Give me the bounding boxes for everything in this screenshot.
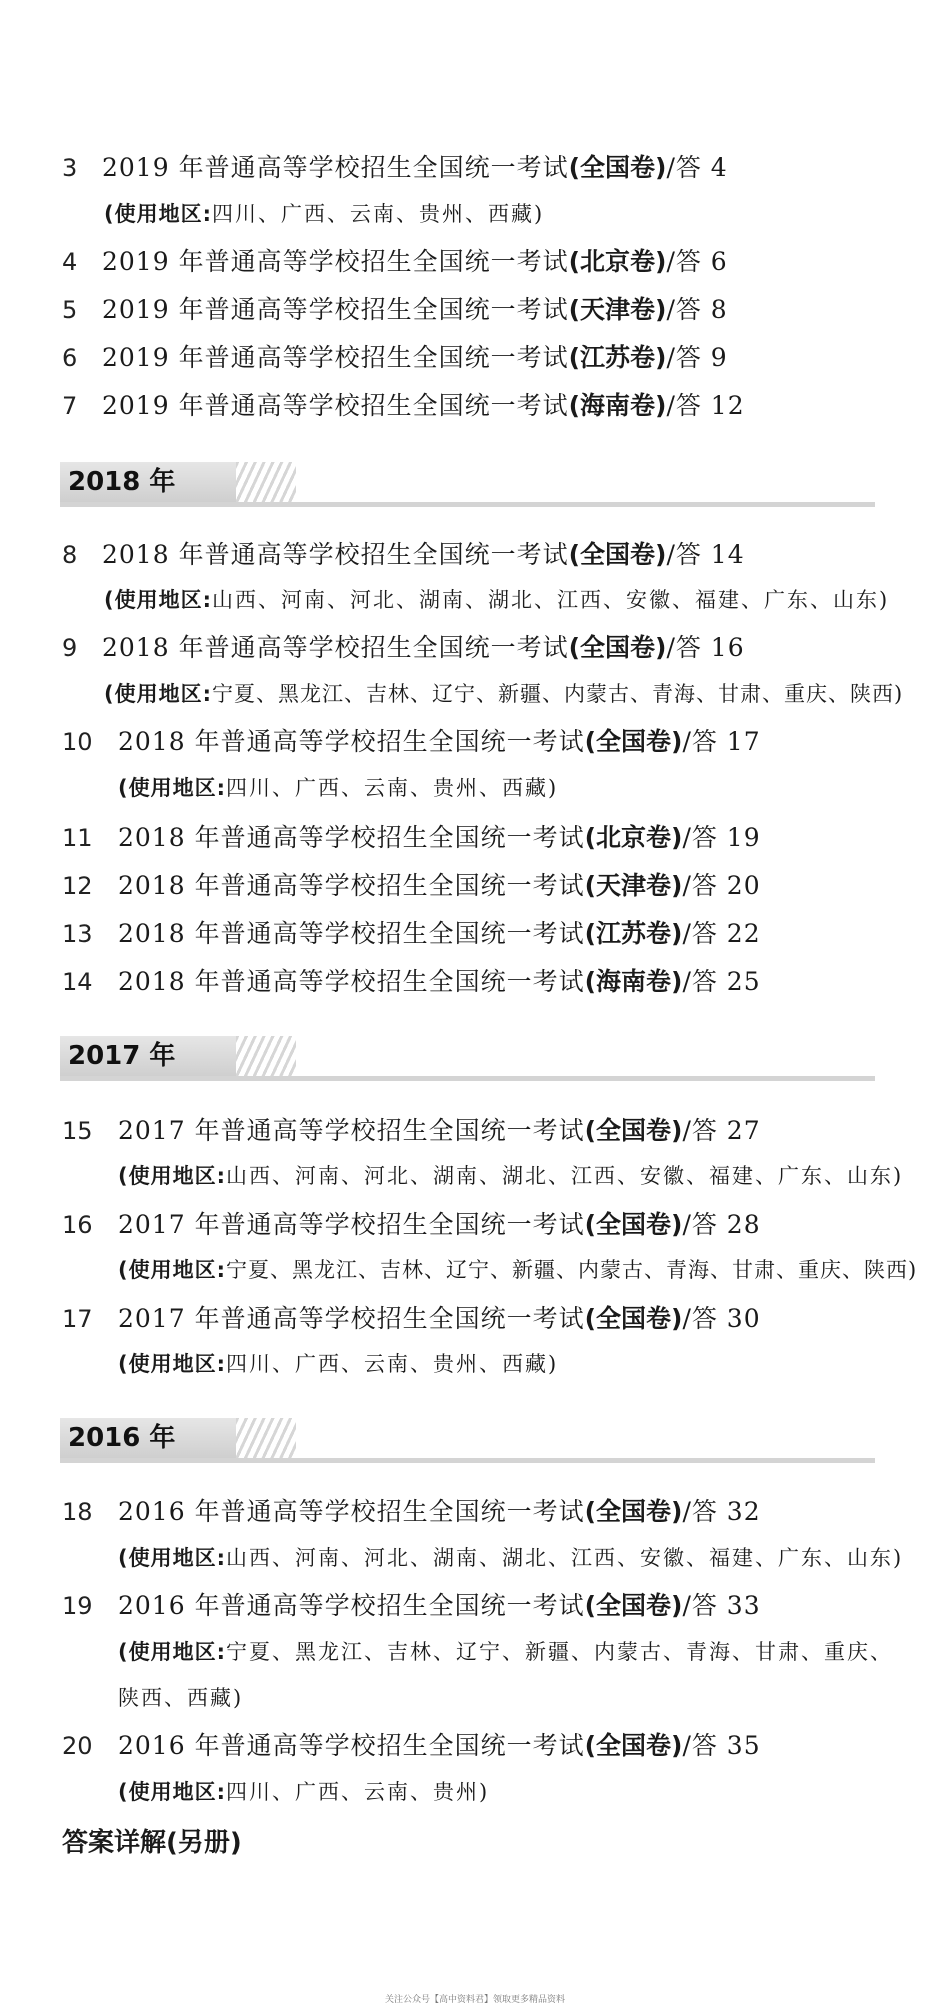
entry-number: 9 (62, 634, 78, 662)
entry-number: 13 (62, 920, 93, 948)
entry-14[interactable] (62, 962, 761, 1002)
region-label: (使用地区: (104, 682, 212, 706)
entry-volume: (北京卷) (584, 823, 683, 852)
entry-volume: (全国卷) (584, 1591, 683, 1620)
entry-12[interactable] (62, 866, 761, 906)
section-2018-header (60, 462, 875, 506)
entry-volume: (天津卷) (568, 295, 667, 324)
region-list: 四川、广西、云南、贵州) (226, 1780, 490, 1804)
entry-16[interactable] (62, 1205, 761, 1245)
entry-volume: (全国卷) (584, 1497, 683, 1526)
entry-answer-page: /答 19 (682, 823, 761, 852)
region-label: (使用地区: (118, 1164, 226, 1188)
region-label: (使用地区: (118, 1546, 226, 1570)
entry-volume: (全国卷) (568, 153, 667, 182)
region-label: (使用地区: (118, 1258, 226, 1282)
entry-number: 6 (62, 344, 78, 372)
entry-title: 2019 年普通高等学校招生全国统一考试 (102, 247, 569, 276)
entry-title: 2016 年普通高等学校招生全国统一考试 (118, 1591, 585, 1620)
entry-answer-page: /答 27 (682, 1116, 761, 1145)
entry-title: 2017 年普通高等学校招生全国统一考试 (118, 1304, 585, 1333)
entry-title: 2018 年普通高等学校招生全国统一考试 (102, 540, 569, 569)
entry-answer-page: /答 32 (682, 1497, 761, 1526)
entry-title: 2019 年普通高等学校招生全国统一考试 (102, 391, 569, 420)
entry-19-regions-cont (118, 1680, 243, 1716)
entry-title: 2019 年普通高等学校招生全国统一考试 (102, 295, 569, 324)
entry-number: 4 (62, 248, 78, 276)
entry-volume: (天津卷) (584, 871, 683, 900)
entry-18[interactable] (62, 1492, 761, 1532)
entry-20-regions (118, 1774, 489, 1810)
entry-title: 2018 年普通高等学校招生全国统一考试 (118, 823, 585, 852)
region-list: 四川、广西、云南、贵州、西藏) (212, 202, 545, 226)
section-year: 2017 年 (68, 1041, 176, 1071)
entry-17[interactable] (62, 1299, 761, 1339)
region-list: 宁夏、黑龙江、吉林、辽宁、新疆、内蒙古、青海、甘肃、重庆、陕西) (212, 682, 904, 706)
entry-number: 12 (62, 872, 93, 900)
region-list-continued: 陕西、西藏) (118, 1686, 244, 1710)
entry-9[interactable] (62, 628, 745, 668)
entry-volume: (江苏卷) (568, 343, 667, 372)
section-stripes (236, 462, 296, 502)
entry-title: 2018 年普通高等学校招生全国统一考试 (118, 967, 585, 996)
entry-4[interactable] (62, 242, 728, 282)
entry-answer-page: /答 6 (666, 247, 728, 276)
entry-20[interactable] (62, 1726, 761, 1766)
entry-number: 8 (62, 541, 78, 569)
entry-number: 14 (62, 968, 93, 996)
section-rule (60, 1076, 875, 1081)
entry-volume: (全国卷) (568, 633, 667, 662)
entry-18-regions (118, 1540, 903, 1576)
entry-16-regions (118, 1252, 917, 1288)
entry-number: 10 (62, 728, 93, 756)
region-list: 四川、广西、云南、贵州、西藏) (226, 1352, 559, 1376)
region-list: 山西、河南、河北、湖南、湖北、江西、安徽、福建、广东、山东) (212, 588, 890, 612)
entry-answer-page: /答 8 (666, 295, 728, 324)
entry-10[interactable] (62, 722, 761, 762)
entry-number: 3 (62, 154, 78, 182)
region-label: (使用地区: (104, 202, 212, 226)
section-rule (60, 502, 875, 507)
answer-booklet-title: 答案详解(另册) (62, 1828, 242, 1858)
entry-volume: (全国卷) (584, 1116, 683, 1145)
entry-title: 2018 年普通高等学校招生全国统一考试 (118, 871, 585, 900)
entry-title: 2016 年普通高等学校招生全国统一考试 (118, 1497, 585, 1526)
entry-13[interactable] (62, 914, 761, 954)
entry-title: 2018 年普通高等学校招生全国统一考试 (118, 919, 585, 948)
entry-answer-page: /答 17 (682, 727, 761, 756)
entry-number: 16 (62, 1211, 93, 1239)
region-label: (使用地区: (104, 588, 212, 612)
entry-number: 17 (62, 1305, 93, 1333)
entry-answer-page: /答 28 (682, 1210, 761, 1239)
entry-number: 19 (62, 1592, 93, 1620)
entry-answer-page: /答 4 (666, 153, 728, 182)
entry-3-regions (104, 196, 544, 232)
footer-note: 关注公众号【高中资料君】领取更多精品资料 (384, 1995, 565, 2005)
entry-9-regions (104, 676, 903, 712)
section-stripes (236, 1418, 296, 1458)
region-list: 宁夏、黑龙江、吉林、辽宁、新疆、内蒙古、青海、甘肃、重庆、陕西) (226, 1258, 918, 1282)
entry-number: 18 (62, 1498, 93, 1526)
entry-answer-page: /答 22 (682, 919, 761, 948)
entry-number: 11 (62, 824, 93, 852)
entry-title: 2019 年普通高等学校招生全国统一考试 (102, 153, 569, 182)
region-list: 四川、广西、云南、贵州、西藏) (226, 776, 559, 800)
region-list: 宁夏、黑龙江、吉林、辽宁、新疆、内蒙古、青海、甘肃、重庆、 (226, 1640, 893, 1664)
entry-19[interactable] (62, 1586, 761, 1626)
region-list: 山西、河南、河北、湖南、湖北、江西、安徽、福建、广东、山东) (226, 1546, 904, 1570)
entry-answer-page: /答 14 (666, 540, 745, 569)
entry-8-regions (104, 582, 889, 618)
entry-number: 7 (62, 392, 78, 420)
entry-11[interactable] (62, 818, 761, 858)
section-rule (60, 1458, 875, 1463)
entry-volume: (海南卷) (568, 391, 667, 420)
entry-volume: (北京卷) (568, 247, 667, 276)
entry-answer-page: /答 33 (682, 1591, 761, 1620)
entry-answer-page: /答 9 (666, 343, 728, 372)
entry-volume: (海南卷) (584, 967, 683, 996)
entry-volume: (全国卷) (584, 1731, 683, 1760)
entry-answer-page: /答 16 (666, 633, 745, 662)
entry-volume: (全国卷) (584, 727, 683, 756)
section-year: 2016 年 (68, 1423, 176, 1453)
entry-title: 2017 年普通高等学校招生全国统一考试 (118, 1210, 585, 1239)
section-2017-header (60, 1036, 875, 1080)
entry-answer-page: /答 30 (682, 1304, 761, 1333)
region-label: (使用地区: (118, 776, 226, 800)
section-year: 2018 年 (68, 467, 176, 497)
section-2016-header (60, 1418, 875, 1462)
entry-5[interactable] (62, 290, 728, 330)
region-label: (使用地区: (118, 1640, 226, 1664)
entry-title: 2016 年普通高等学校招生全国统一考试 (118, 1731, 585, 1760)
entry-volume: (江苏卷) (584, 919, 683, 948)
entry-title: 2017 年普通高等学校招生全国统一考试 (118, 1116, 585, 1145)
entry-volume: (全国卷) (568, 540, 667, 569)
entry-15[interactable] (62, 1111, 761, 1151)
entry-8[interactable] (62, 535, 745, 575)
entry-answer-page: /答 25 (682, 967, 761, 996)
entry-15-regions (118, 1158, 903, 1194)
section-stripes (236, 1036, 296, 1076)
entry-3[interactable] (62, 148, 728, 188)
entry-number: 15 (62, 1117, 93, 1145)
entry-10-regions (118, 770, 558, 806)
entry-answer-page: /答 20 (682, 871, 761, 900)
entry-number: 20 (62, 1732, 93, 1760)
entry-answer-page: /答 35 (682, 1731, 761, 1760)
entry-19-regions (118, 1634, 893, 1670)
entry-answer-page: /答 12 (666, 391, 745, 420)
entry-number: 5 (62, 296, 78, 324)
entry-title: 2019 年普通高等学校招生全国统一考试 (102, 343, 569, 372)
entry-7[interactable] (62, 386, 745, 426)
entry-title: 2018 年普通高等学校招生全国统一考试 (118, 727, 585, 756)
region-label: (使用地区: (118, 1352, 226, 1376)
region-list: 山西、河南、河北、湖南、湖北、江西、安徽、福建、广东、山东) (226, 1164, 904, 1188)
entry-6[interactable] (62, 338, 728, 378)
region-label: (使用地区: (118, 1780, 226, 1804)
entry-17-regions (118, 1346, 558, 1382)
entry-volume: (全国卷) (584, 1210, 683, 1239)
entry-volume: (全国卷) (584, 1304, 683, 1333)
entry-title: 2018 年普通高等学校招生全国统一考试 (102, 633, 569, 662)
